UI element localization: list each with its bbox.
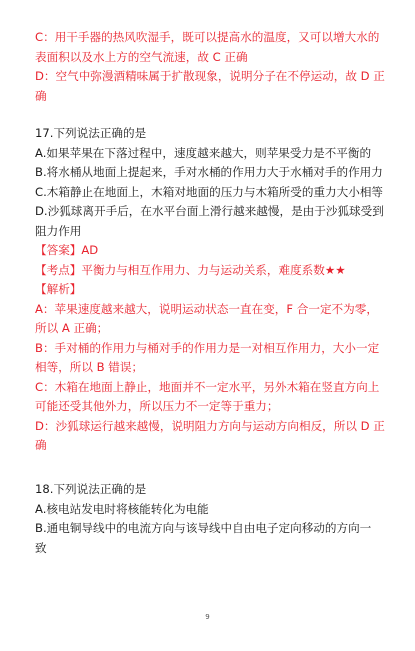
prev-option-d-line1: D：空气中弥漫酒精味属于扩散现象，说明分子在不停运动，故 D 正 — [35, 69, 385, 83]
prev-explanation — [35, 28, 383, 106]
question-18 — [35, 480, 383, 558]
q17-answer: 【答案】AD — [35, 243, 99, 257]
q17-kaodian: 【考点】平衡力与相互作用力、力与运动关系，难度系数★★ — [35, 262, 346, 277]
q17-option-c: C.木箱静止在地面上，木箱对地面的压力与木箱所受的重力大小相等 — [35, 184, 384, 199]
q17-option-d-line2: 阻力作用 — [35, 223, 82, 238]
q17-explain-c-line2: 可能还受其他外力，所以压力不一定等于重力； — [35, 399, 279, 413]
q17-option-b: B.将水桶从地面上提起来，手对水桶的作用力大于水桶对手的作用力 — [35, 165, 383, 179]
q17-option-a: A.如果苹果在下落过程中，速度越来越大，则苹果受力是不平衡的 — [35, 145, 372, 160]
q18-option-a: A.核电站发电时将核能转化为电能 — [35, 501, 209, 516]
q17-explain-a-line1: A：苹果速度越来越大，说明运动状态一直在变，F 合一定不为零， — [35, 301, 378, 316]
q17-explain-d-line2: 确 — [35, 438, 47, 452]
q17-explain-d-line1: D：沙狐球运行越来越慢，说明阻力方向与运动方向相反，所以 D 正 — [35, 418, 385, 433]
question-17 — [35, 124, 383, 241]
q17-option-d-line1: D.沙狐球离开手后，在水平台面上滑行越来越慢，是由于沙狐球受到 — [35, 204, 384, 218]
q17-stem: 17.下列说法正确的是 — [35, 126, 147, 140]
prev-option-c-line1: C：用干手器的热风吹湿手，既可以提高水的温度，又可以增大水的 — [35, 30, 380, 44]
prev-option-d-line2: 确 — [35, 88, 47, 103]
q17-explain-b-line1: B：手对桶的作用力与桶对手的作用力是一对相互作用力，大小一定 — [35, 340, 380, 355]
q18-option-b-line2: 致 — [35, 540, 47, 555]
q18-stem: 18.下列说法正确的是 — [35, 482, 147, 496]
q17-explanation — [35, 241, 383, 456]
q17-explain-c-line1: C：木箱在地面上静止，地面并不一定水平，另外木箱在竖直方向上 — [35, 379, 380, 394]
q17-jiexi-heading: 【解析】 — [35, 282, 82, 296]
q17-explain-b-line2: 相等，所以 B 错误； — [35, 360, 144, 374]
q17-explain-a-line2: 所以 A 正确； — [35, 321, 109, 335]
page-number: 9 — [205, 613, 210, 621]
q18-option-b-line1: B.通电铜导线中的电流方向与该导线中自由电子定向移动的方向一 — [35, 521, 372, 535]
prev-option-c-line2: 表面积以及水上方的空气流速，故 C 正确 — [35, 49, 248, 64]
